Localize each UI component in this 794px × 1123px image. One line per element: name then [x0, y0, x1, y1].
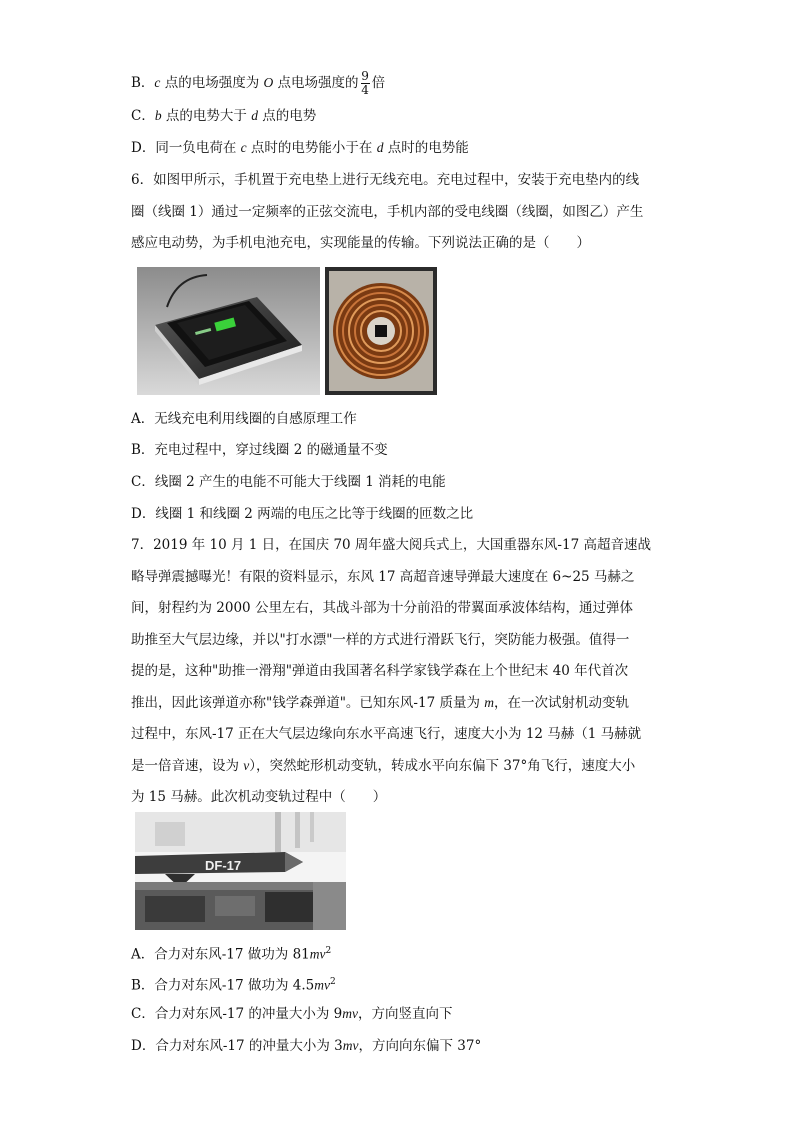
superscript: 2 [329, 977, 336, 987]
denominator: 4 [361, 83, 369, 97]
q7-option-a [131, 941, 331, 965]
q6-option-a: A．无线充电利用线圈的自感原理工作 [131, 411, 357, 427]
q5-option-b [131, 70, 385, 97]
missile-label: DF-17 [205, 858, 242, 873]
option-text: 点时的电势能 [383, 140, 469, 156]
variable: mv [342, 1006, 358, 1021]
q6-stem-line: 6．如图甲所示，手机置于充电垫上进行无线充电。充电过程中，安装于充电垫内的线 [131, 172, 640, 188]
variable: mv [314, 977, 330, 993]
option-text: C． [131, 108, 155, 124]
variable: c [154, 75, 161, 90]
stem-text: 推出，因此该弹道亦称"钱学森弹道"。已知东风-17 质量为 [131, 695, 485, 711]
q7-stem-line: 7．2019 年 10 月 1 日，在国庆 70 周年盛大阅兵式上，大国重器东风-17 高超音速战 [131, 537, 651, 553]
q7-stem-line [131, 756, 635, 776]
variable: mv [309, 946, 326, 962]
stem-text: ，在一次试射机动变轨 [494, 695, 629, 711]
numerator: 9 [361, 69, 369, 83]
option-text: A．合力对东风-17 做功为 81 [131, 946, 310, 963]
q6-option-c: C．线圈 2 产生的电能不可能大于线圈 1 消耗的电能 [131, 474, 446, 490]
phone-charging-photo [137, 267, 320, 395]
variable: d [376, 140, 384, 155]
q7-option-d [131, 1036, 481, 1056]
option-text: D．同一负电荷在 [131, 140, 241, 156]
option-text: ，方向向东偏下 37° [358, 1038, 482, 1054]
q6-stem-line: 圈（线圈 1）通过一定频率的正弦交流电，手机内部的受电线圈（线圈，如图乙）产生 [131, 204, 644, 220]
q7-stem-line: 略导弹震撼曝光！有限的资料显示，东风 17 高超音速导弹最大速度在 6~25 马赫之 [131, 569, 635, 585]
q5-option-c [131, 106, 316, 126]
option-text: 倍 [371, 75, 386, 91]
q7-stem-line: 间，射程约为 2000 公里左右，其战斗部为十分前沿的带翼面承波体结构，通过弹体 [131, 600, 633, 616]
option-text: 点的电势 [257, 108, 317, 124]
option-text: D．合力对东风-17 的冲量大小为 3 [131, 1038, 343, 1054]
stem-text: ），突然蛇形机动变轨，转成水平向东偏下 37°角飞行，速度大小 [249, 758, 636, 774]
coil-photo [325, 267, 437, 395]
q7-stem-line: 助推至大气层边缘，并以"打水漂"一样的方式进行滑跃飞行，突防能力极强。值得一 [131, 632, 630, 648]
option-text: B． [131, 75, 155, 91]
q6-option-b: B．充电过程中，穿过线圈 2 的磁通量不变 [131, 442, 388, 458]
df17-missile-photo [135, 812, 346, 930]
variable: O [263, 75, 274, 90]
q7-stem-line: 为 15 马赫。此次机动变轨过程中（ ） [131, 789, 387, 805]
option-text: 点时的电势能小于在 [246, 140, 377, 156]
option-text: ，方向竖直向下 [358, 1006, 453, 1022]
q6-option-d: D．线圈 1 和线圈 2 两端的电压之比等于线圈的匝数之比 [131, 506, 474, 522]
q7-option-b [131, 972, 336, 996]
option-text: 点的电势大于 [161, 108, 252, 124]
variable: mv [342, 1038, 359, 1053]
variable: m [484, 695, 494, 710]
variable: b [154, 108, 162, 123]
q7-stem-line: 过程中，东风-17 正在大气层边缘向东水平高速飞行，速度大小为 12 马赫（1 马赫就 [131, 726, 642, 742]
superscript: 2 [325, 946, 332, 956]
variable: d [251, 108, 258, 123]
q6-stem-line: 感应电动势，为手机电池充电，实现能量的传输。下列说法正确的是（ ） [131, 235, 590, 251]
q7-stem-line: 提的是，这种"助推一滑翔"弹道由我国著名科学家钱学森在上个世纪末 40 年代首次 [131, 663, 629, 679]
variable: v [243, 758, 250, 773]
q7-stem-line [131, 693, 629, 713]
option-text: 点的电场强度为 [160, 75, 264, 91]
q7-option-c [131, 1004, 453, 1024]
q5-option-d [131, 138, 469, 158]
option-text: B．合力对东风-17 做功为 4.5 [131, 977, 315, 994]
option-text: C．合力对东风-17 的冲量大小为 9 [131, 1006, 343, 1022]
option-text: 点电场强度的 [273, 75, 359, 91]
variable: c [240, 140, 247, 155]
stem-text: 是一倍音速，设为 [131, 758, 244, 774]
fraction [361, 70, 370, 97]
